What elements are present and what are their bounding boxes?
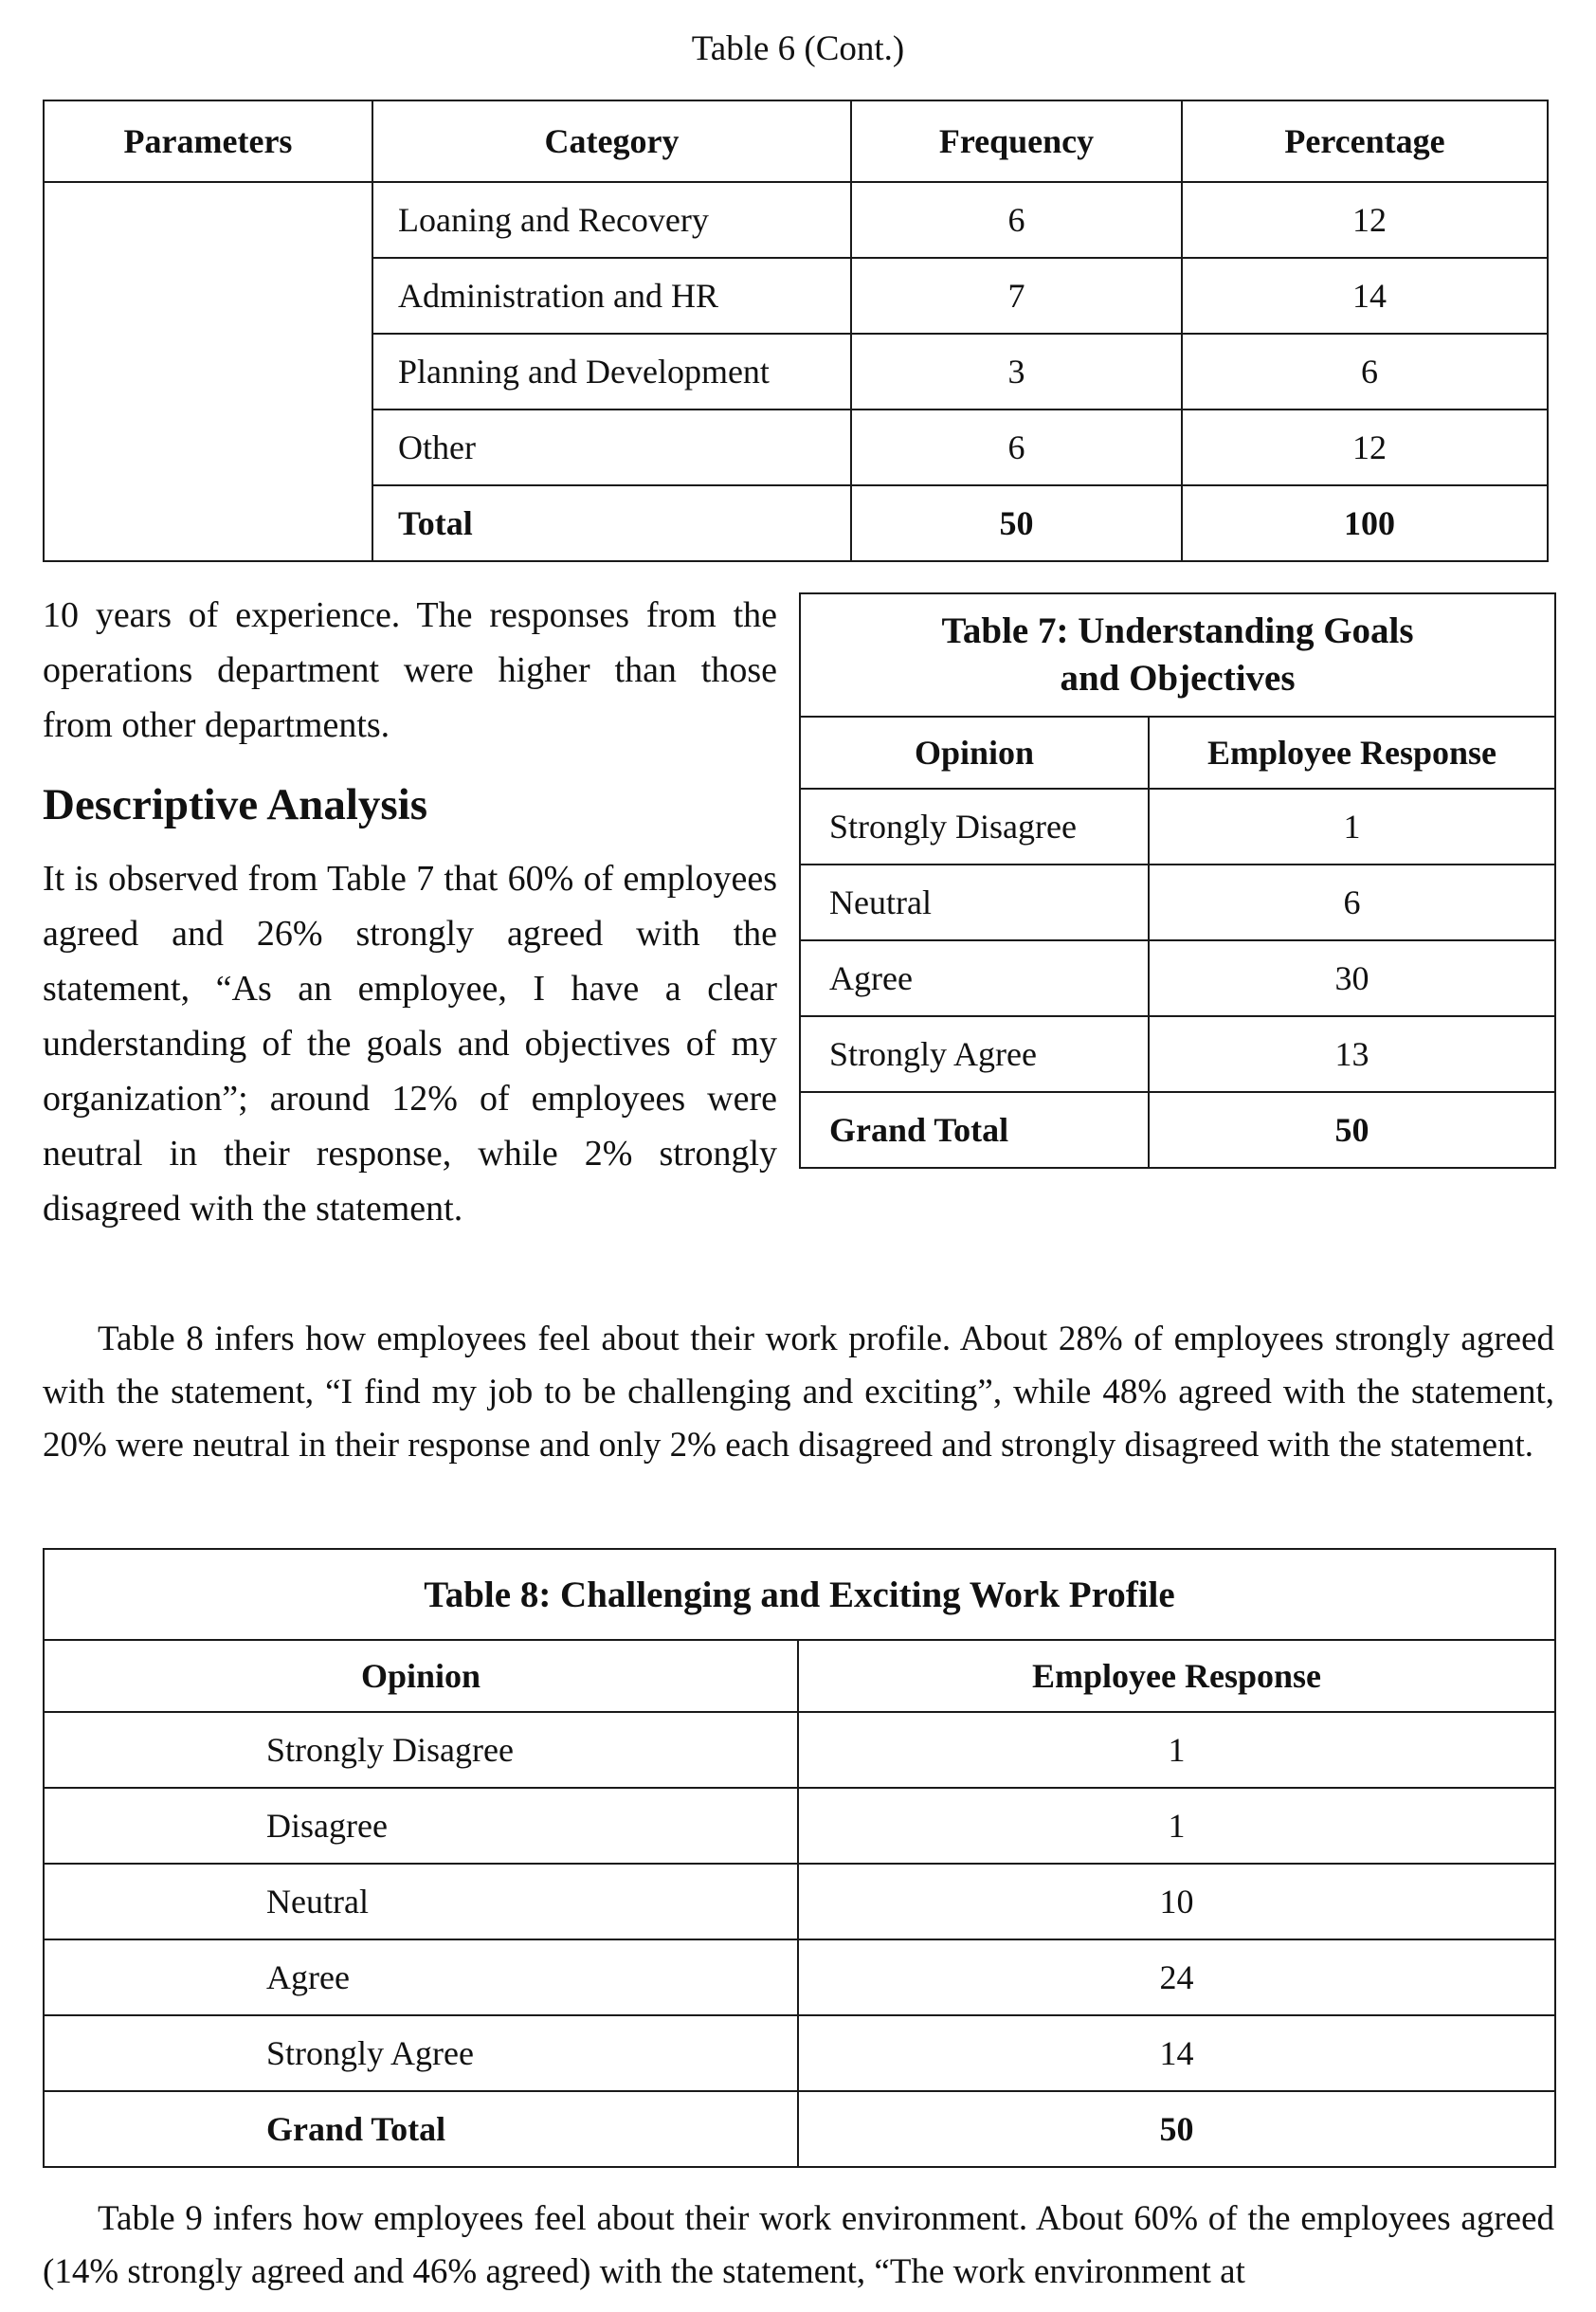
table6-header-parameters: Parameters (44, 100, 372, 182)
table6-header-row (44, 100, 1548, 182)
table8-opinion: Agree (44, 1939, 798, 2015)
table7-opinion: Neutral (800, 865, 1149, 940)
table8-total-value: 50 (798, 2091, 1555, 2167)
table7-total-row (800, 1092, 1555, 1168)
table6-percentage: 12 (1182, 182, 1548, 258)
paragraph-table7-analysis: It is observed from Table 7 that 60% of employees agreed and 26% strongly agreed with the statement, “As an employee, I have a clear understanding of the goals and objectives of my organization”; around 12% of employees were neutral in their response, while 2% strongly disagreed with the statement. (43, 859, 777, 1229)
table7-response: 30 (1149, 940, 1555, 1016)
table7-response: 1 (1149, 789, 1555, 865)
table-row (800, 940, 1555, 1016)
table6-total-label: Total (372, 485, 851, 561)
table-row (44, 1788, 1555, 1864)
table6-total-frequency: 50 (851, 485, 1182, 561)
paragraph-table9-intro: Table 9 infers how employees feel about their work environment. About 60% of the employees agreed (14% strongly agreed and 46% agreed) with the statement, “The work environment at (43, 2199, 1554, 2291)
table7-header-response: Employee Response (1149, 717, 1555, 789)
table-row (44, 1712, 1555, 1788)
table6-header-category: Category (372, 100, 851, 182)
table7-response: 13 (1149, 1016, 1555, 1092)
table8-response: 1 (798, 1788, 1555, 1864)
table8-total-row (44, 2091, 1555, 2167)
table8-title-row (44, 1549, 1555, 1640)
table6-total-percentage: 100 (1182, 485, 1548, 561)
table8-response: 14 (798, 2015, 1555, 2091)
table8-opinion: Disagree (44, 1788, 798, 1864)
table8-response: 10 (798, 1864, 1555, 1939)
table7-title-line1: Table 7: Understanding Goals (941, 610, 1414, 651)
table8-opinion: Neutral (44, 1864, 798, 1939)
table8-opinion: Strongly Agree (44, 2015, 798, 2091)
table7-title-line2: and Objectives (1060, 658, 1296, 699)
table6-category: Other (372, 410, 851, 485)
table6-percentage: 6 (1182, 334, 1548, 410)
table8-total-label: Grand Total (44, 2091, 798, 2167)
table6-category: Loaning and Recovery (372, 182, 851, 258)
table6-percentage: 14 (1182, 258, 1548, 334)
table8-header-opinion: Opinion (44, 1640, 798, 1712)
table7-opinion: Strongly Agree (800, 1016, 1149, 1092)
table-row (800, 1016, 1555, 1092)
table8-header-row (44, 1640, 1555, 1712)
table8-header-response: Employee Response (798, 1640, 1555, 1712)
table6-percentage: 12 (1182, 410, 1548, 485)
table-row (44, 1864, 1555, 1939)
table-row (44, 2015, 1555, 2091)
table6-caption: Table 6 (Cont.) (691, 29, 905, 68)
table7-header-row (800, 717, 1555, 789)
table-row (800, 865, 1555, 940)
table6-header-percentage: Percentage (1182, 100, 1548, 182)
table-row (44, 182, 1548, 258)
table-7 (799, 592, 1556, 1169)
table-8 (43, 1548, 1556, 2168)
table8-response: 1 (798, 1712, 1555, 1788)
table-6 (43, 100, 1549, 562)
table8-opinion: Strongly Disagree (44, 1712, 798, 1788)
table7-opinion: Agree (800, 940, 1149, 1016)
section-heading: Descriptive Analysis (43, 780, 428, 829)
table6-frequency: 6 (851, 410, 1182, 485)
table8-title: Table 8: Challenging and Exciting Work Profile (44, 1549, 1555, 1640)
table6-header-frequency: Frequency (851, 100, 1182, 182)
table6-frequency: 6 (851, 182, 1182, 258)
table6-parameters-cell (44, 182, 372, 561)
table6-frequency: 7 (851, 258, 1182, 334)
table8-response: 24 (798, 1939, 1555, 2015)
table6-category: Planning and Development (372, 334, 851, 410)
table7-total-value: 50 (1149, 1092, 1555, 1168)
table7-opinion: Strongly Disagree (800, 789, 1149, 865)
table7-total-label: Grand Total (800, 1092, 1149, 1168)
table6-category: Administration and HR (372, 258, 851, 334)
table-row (44, 1939, 1555, 2015)
table7-title (800, 593, 1555, 717)
table6-frequency: 3 (851, 334, 1182, 410)
table-row (800, 789, 1555, 865)
table7-title-row (800, 593, 1555, 717)
table7-header-opinion: Opinion (800, 717, 1149, 789)
table7-response: 6 (1149, 865, 1555, 940)
paragraph-table8-analysis: Table 8 infers how employees feel about their work profile. About 28% of employees strongly agreed with the statement, “I find my job to be challenging and exciting”, while 48% agreed with the statement, 20% were neutral in their response and only 2% each disagreed and strongly disagreed with the statement. (43, 1320, 1554, 1465)
paragraph-experience: 10 years of experience. The responses from the operations department were higher than those from other departments. (43, 595, 777, 745)
